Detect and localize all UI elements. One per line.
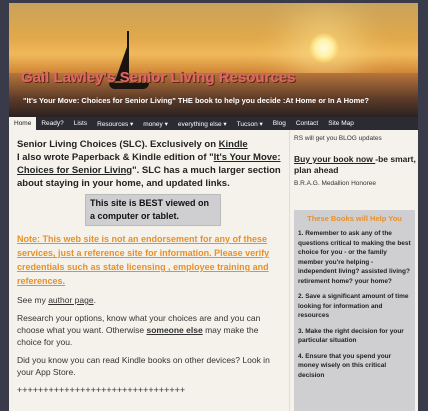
nav-contact[interactable]: Contact bbox=[295, 120, 319, 127]
disclaimer-note[interactable]: Note: This web site is not an endorsement for any of these services, just a reference site for information. Please verify credentials such as state licensing , employee training and references. bbox=[17, 234, 270, 286]
author-line bbox=[17, 294, 285, 306]
nav-site-map[interactable]: Site Map bbox=[328, 120, 354, 127]
brag-text: B.R.A.G. Medallion Honoree bbox=[294, 180, 377, 187]
sun-image bbox=[309, 33, 339, 63]
research-text: Research your options, know what your choices are and you can choose what you want. Otherwise bbox=[17, 313, 261, 335]
books-box bbox=[294, 210, 415, 411]
nav-ready[interactable]: Ready? bbox=[41, 120, 64, 127]
nav-money[interactable]: money ▾ bbox=[143, 120, 168, 128]
sidebar bbox=[289, 130, 418, 411]
research-paragraph bbox=[17, 312, 285, 348]
research-suffix: may make the choice for you. bbox=[17, 325, 259, 347]
see-text: See my bbox=[17, 295, 49, 305]
kindle-paragraph: Did you know you can read Kindle books on other devices? Look in your App Store. bbox=[17, 355, 270, 377]
buy-book-link[interactable]: Buy your book now bbox=[294, 154, 376, 164]
nav-resources[interactable]: Resources ▾ bbox=[97, 120, 134, 128]
books-title: These Books will Help You bbox=[307, 214, 402, 223]
nav-lists[interactable]: Lists bbox=[73, 120, 88, 127]
buy-suffix: -be smart, plan ahead bbox=[294, 154, 416, 175]
main-content bbox=[13, 134, 285, 411]
kindle-link[interactable]: Kindle bbox=[218, 139, 248, 150]
list-item: 2. Save a significant amount of time looking for information and resources bbox=[298, 293, 409, 319]
intro-text-2: I also wrote Paperback & Kindle edition of " bbox=[17, 152, 214, 163]
book-link[interactable]: It's Your Move: Choices for Senior Living bbox=[17, 152, 281, 176]
nav-home[interactable]: Home bbox=[9, 117, 36, 130]
site-title[interactable]: Gail Lawley's Senior Living Resources bbox=[21, 69, 296, 86]
someone-else-link[interactable]: someone else bbox=[146, 325, 203, 335]
rss-text: RS will get you BLOG updates bbox=[294, 135, 382, 142]
header-banner bbox=[9, 3, 418, 117]
nav-everything-else[interactable]: everything else ▾ bbox=[177, 120, 227, 128]
author-page-link[interactable]: author page bbox=[48, 295, 94, 305]
list-item: 1. Remember to ask any of the questions critical to making the best choice for you - or the family member you're helping - independent living? assisted living? retirement home? your home? bbox=[298, 230, 411, 285]
list-item: 4. Ensure that you spend your money wisely on this critical decision bbox=[298, 352, 392, 379]
main-nav bbox=[9, 117, 418, 130]
intro-paragraph bbox=[17, 138, 285, 190]
list-item: 3. Make the right decision for your particular situation bbox=[298, 327, 404, 344]
page-frame bbox=[9, 3, 418, 411]
books-list bbox=[298, 229, 411, 380]
nav-blog[interactable]: Blog bbox=[272, 120, 286, 127]
nav-tucson[interactable]: Tucson ▾ bbox=[236, 120, 263, 128]
see-suffix: . bbox=[93, 295, 96, 305]
intro-text-3: ". SLC has a much larger section about staying in your home, and updated links. bbox=[17, 165, 281, 189]
plus-divider: ++++++++++++++++++++++++++++++++ bbox=[17, 385, 186, 395]
site-tagline: "It's Your Move: Choices for Senior Living" THE book to help you decide :At Home or In A Home? bbox=[23, 96, 370, 105]
intro-text: Senior Living Choices (SLC). Exclusively on bbox=[17, 139, 219, 150]
buy-book bbox=[294, 154, 418, 176]
best-viewed-box: This site is BEST viewed on a computer or tablet. bbox=[85, 194, 221, 226]
